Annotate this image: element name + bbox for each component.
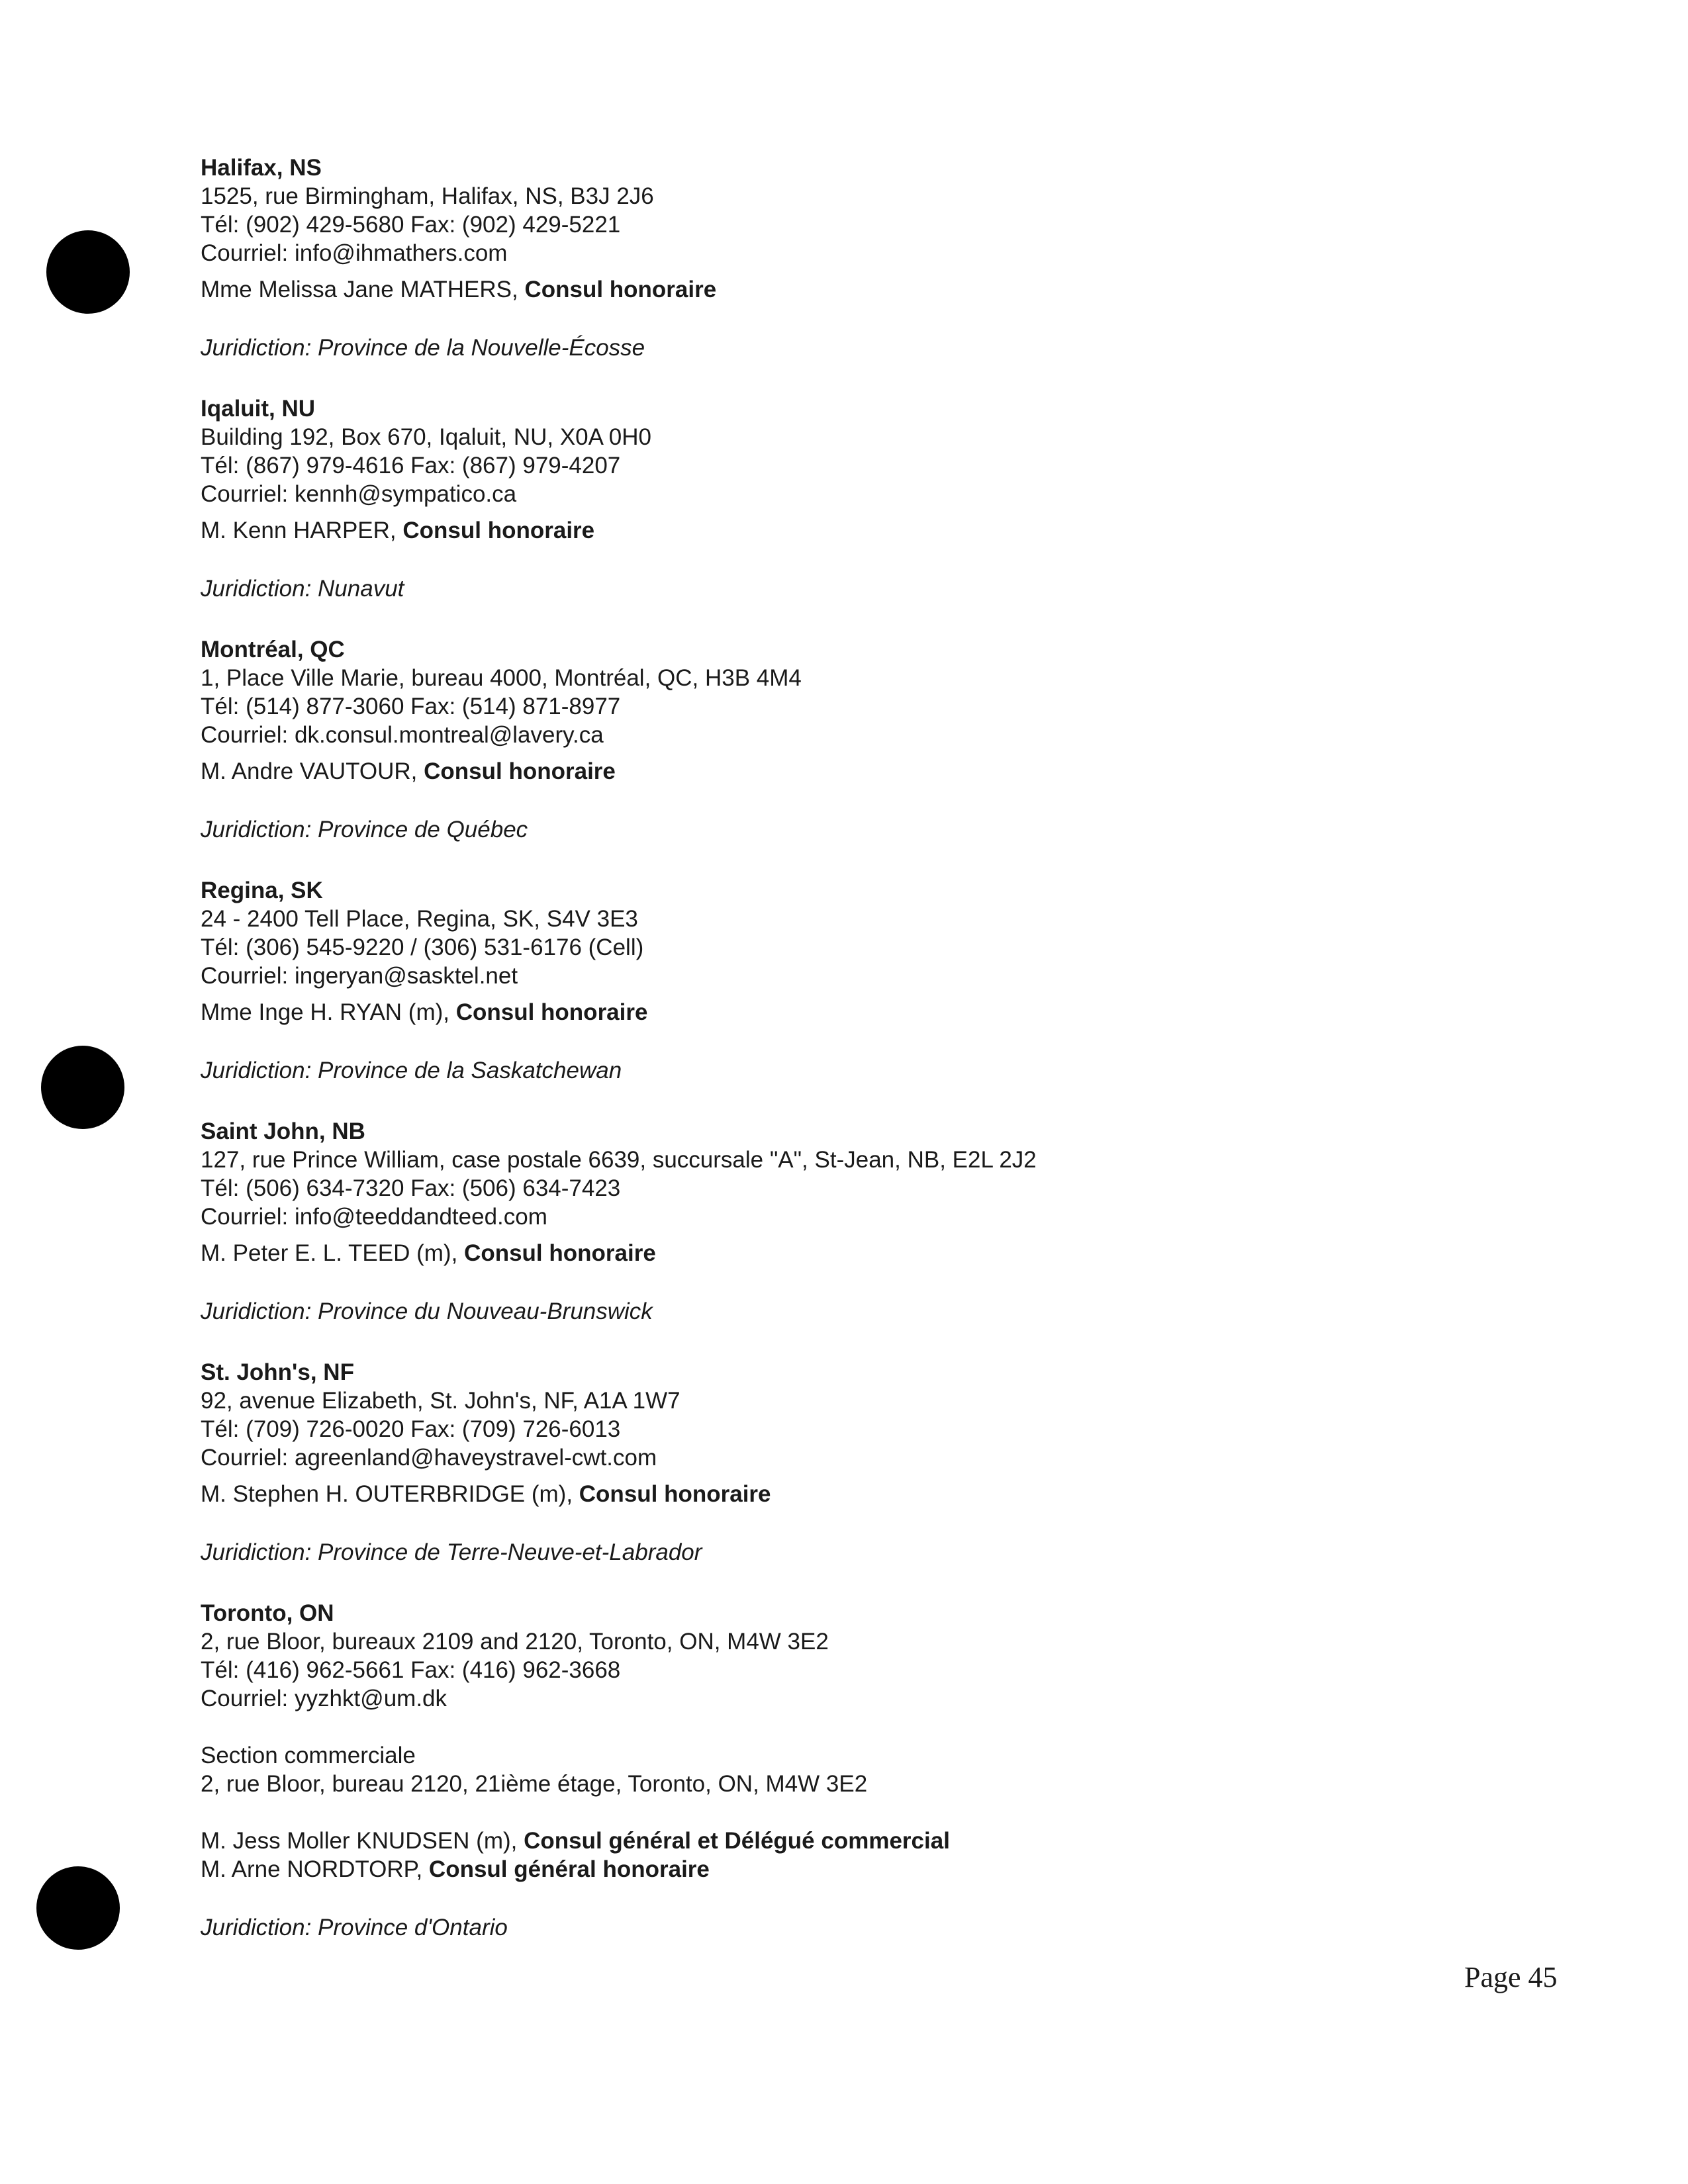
consul-line xyxy=(201,275,1524,304)
phone-fax-line: Tél: (514) 877-3060 Fax: (514) 871-8977 xyxy=(201,694,621,719)
consul-name: M. Jess Moller KNUDSEN (m), xyxy=(201,1828,524,1854)
consul-name: Mme Inge H. RYAN (m), xyxy=(201,999,456,1025)
address-line: 1, Place Ville Marie, bureau 4000, Montréal, QC, H3B 4M4 xyxy=(201,665,802,691)
jurisdiction-line: Juridiction: Province de Terre-Neuve-et-Labrador xyxy=(201,1539,702,1565)
consul-title: Consul honoraire xyxy=(524,277,717,302)
city-heading: Regina, SK xyxy=(201,878,323,903)
phone-fax-line: Tél: (416) 962-5661 Fax: (416) 962-3668 xyxy=(201,1657,621,1683)
phone-fax-line: Tél: (902) 429-5680 Fax: (902) 429-5221 xyxy=(201,212,621,238)
consul-line xyxy=(201,1855,1524,1884)
consul-name: M. Arne NORDTORP, xyxy=(201,1856,429,1882)
consul-name: M. Kenn HARPER, xyxy=(201,518,403,543)
consul-title: Consul général honoraire xyxy=(428,1856,710,1882)
punch-hole-bottom xyxy=(36,1866,120,1950)
consul-line xyxy=(201,516,1524,545)
consul-title: Consul honoraire xyxy=(579,1481,771,1507)
phone-fax-line: Tél: (867) 979-4616 Fax: (867) 979-4207 xyxy=(201,453,621,478)
page-number: Page 45 xyxy=(1464,1961,1558,1993)
city-heading: Saint John, NB xyxy=(201,1118,365,1144)
address-line: 2, rue Bloor, bureaux 2109 and 2120, Toronto, ON, M4W 3E2 xyxy=(201,1629,829,1655)
city-heading: Iqaluit, NU xyxy=(201,396,316,422)
email-line: Courriel: info@teeddandteed.com xyxy=(201,1204,547,1230)
consul-list xyxy=(201,1827,1524,1884)
consulate-entry-halifax xyxy=(201,154,1524,362)
address-line: 92, avenue Elizabeth, St. John's, NF, A1A 1W7 xyxy=(201,1388,680,1414)
email-line: Courriel: ingeryan@sasktel.net xyxy=(201,963,518,989)
address-line: 1525, rue Birmingham, Halifax, NS, B3J 2J6 xyxy=(201,183,654,209)
section-address-line: 2, rue Bloor, bureau 2120, 21ième étage, Toronto, ON, M4W 3E2 xyxy=(201,1771,868,1797)
consul-line xyxy=(201,757,1524,786)
jurisdiction-line: Juridiction: Nunavut xyxy=(201,576,404,602)
consulate-entry-iqaluit xyxy=(201,394,1524,603)
city-heading: Montréal, QC xyxy=(201,637,345,662)
commercial-section xyxy=(201,1741,1524,1798)
jurisdiction-line: Juridiction: Province du Nouveau-Brunswick xyxy=(201,1298,653,1324)
section-label: Section commerciale xyxy=(201,1743,416,1768)
address-line: Building 192, Box 670, Iqaluit, NU, X0A 0H0 xyxy=(201,424,651,450)
punch-hole-top xyxy=(46,230,130,314)
jurisdiction-line: Juridiction: Province de la Nouvelle-Écosse xyxy=(201,335,645,361)
consul-name: Mme Melissa Jane MATHERS, xyxy=(201,277,525,302)
phone-fax-line: Tél: (709) 726-0020 Fax: (709) 726-6013 xyxy=(201,1416,621,1442)
consul-title: Consul honoraire xyxy=(424,758,616,784)
consul-line xyxy=(201,1480,1524,1508)
email-line: Courriel: yyzhkt@um.dk xyxy=(201,1686,447,1711)
city-heading: Halifax, NS xyxy=(201,155,322,181)
consulate-entry-st-johns xyxy=(201,1358,1524,1567)
consul-title: Consul général et Délégué commercial xyxy=(524,1828,950,1854)
consulate-entry-regina xyxy=(201,876,1524,1085)
address-line: 24 - 2400 Tell Place, Regina, SK, S4V 3E3 xyxy=(201,906,638,932)
consul-title: Consul honoraire xyxy=(455,999,648,1025)
consul-title: Consul honoraire xyxy=(402,518,595,543)
consulate-entry-montreal xyxy=(201,635,1524,844)
email-line: Courriel: agreenland@haveystravel-cwt.com xyxy=(201,1445,657,1471)
phone-fax-line: Tél: (306) 545-9220 / (306) 531-6176 (Cell) xyxy=(201,934,644,960)
consul-name: M. Stephen H. OUTERBRIDGE (m), xyxy=(201,1481,579,1507)
consul-line xyxy=(201,1827,1524,1855)
city-heading: St. John's, NF xyxy=(201,1359,354,1385)
consulate-entry-saint-john xyxy=(201,1117,1524,1326)
consul-line xyxy=(201,998,1524,1026)
consul-name: M. Peter E. L. TEED (m), xyxy=(201,1240,465,1266)
city-heading: Toronto, ON xyxy=(201,1600,334,1626)
address-line: 127, rue Prince William, case postale 6639, succursale "A", St-Jean, NB, E2L 2J2 xyxy=(201,1147,1037,1173)
jurisdiction-line: Juridiction: Province de Québec xyxy=(201,817,528,842)
email-line: Courriel: kennh@sympatico.ca xyxy=(201,481,517,507)
email-line: Courriel: dk.consul.montreal@lavery.ca xyxy=(201,722,604,748)
phone-fax-line: Tél: (506) 634-7320 Fax: (506) 634-7423 xyxy=(201,1175,621,1201)
consulate-listing xyxy=(201,154,1524,1942)
jurisdiction-line: Juridiction: Province de la Saskatchewan xyxy=(201,1058,622,1083)
jurisdiction-line: Juridiction: Province d'Ontario xyxy=(201,1915,508,1940)
consulate-entry-toronto xyxy=(201,1599,1524,1942)
email-line: Courriel: info@ihmathers.com xyxy=(201,240,508,266)
punch-hole-middle xyxy=(41,1046,124,1129)
consul-name: M. Andre VAUTOUR, xyxy=(201,758,424,784)
consul-line xyxy=(201,1239,1524,1267)
consul-title: Consul honoraire xyxy=(464,1240,656,1266)
